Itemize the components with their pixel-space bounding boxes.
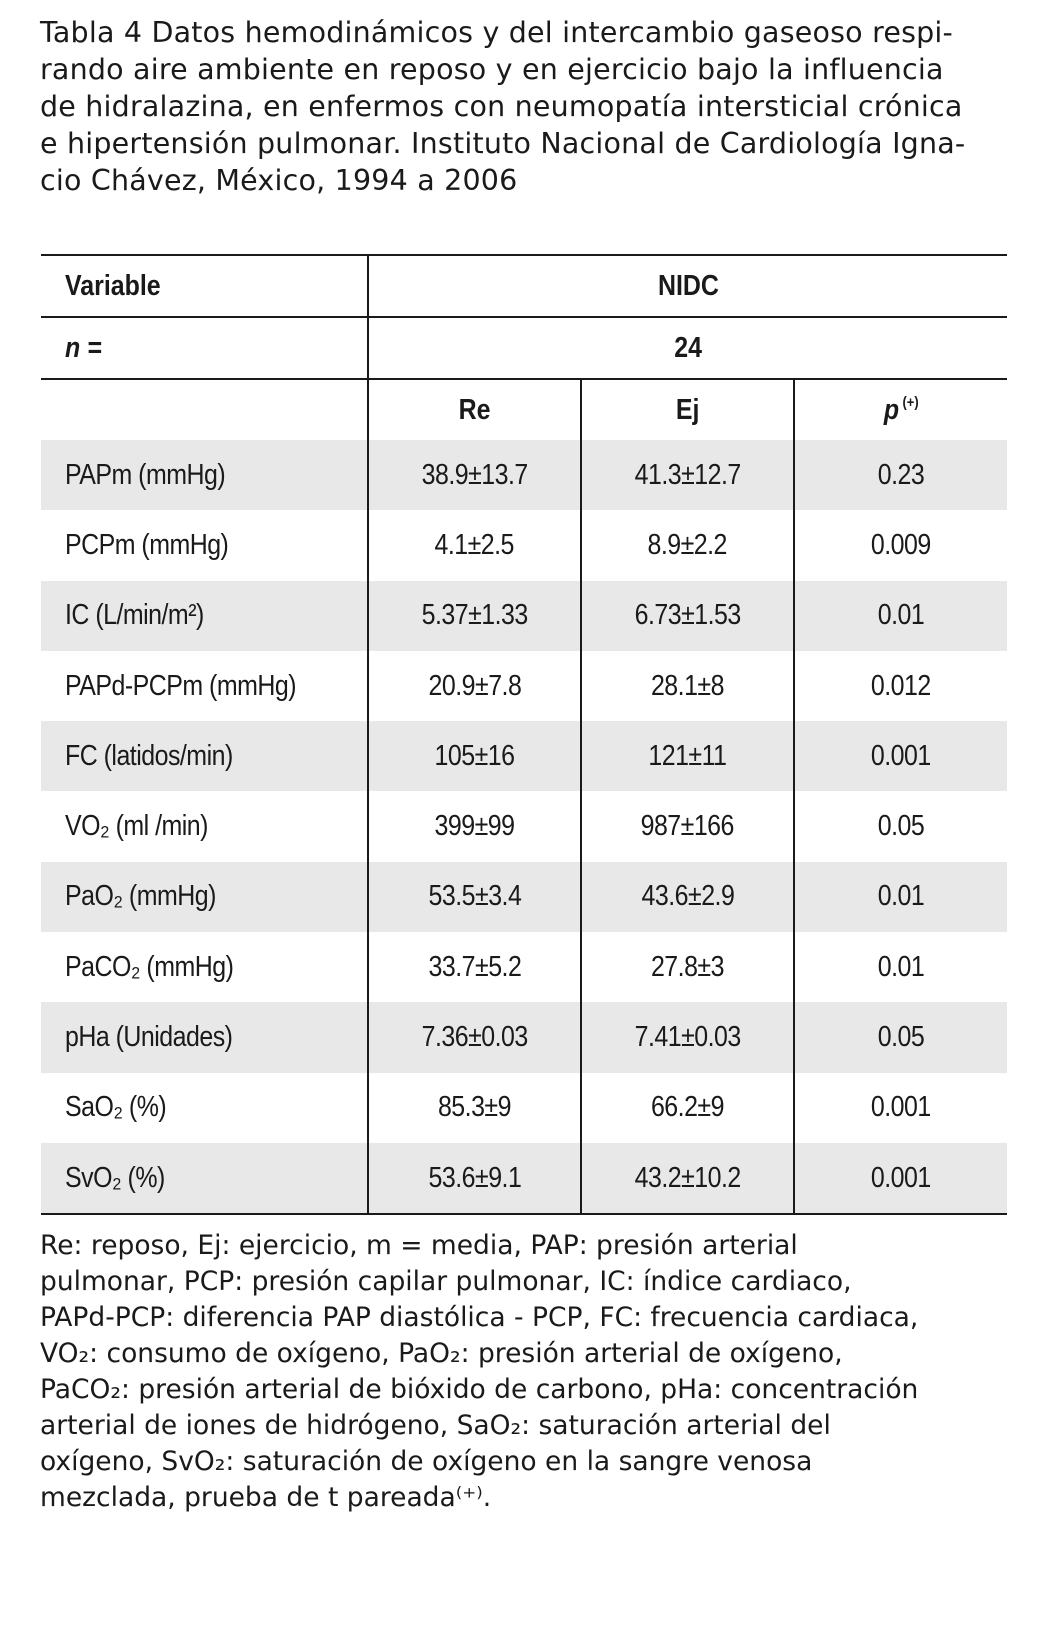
table-row [41,440,1007,510]
cell-re: 7.36±0.03 [368,1002,581,1072]
data-table-container [41,254,1007,1215]
table-body [41,440,1007,1214]
cell-re: 85.3±9 [368,1073,581,1143]
cell-p: 0.23 [794,440,1007,510]
cell-re: 53.6±9.1 [368,1143,581,1214]
cell-p: 0.05 [794,1002,1007,1072]
header-blank [41,379,368,440]
cell-re: 399±99 [368,791,581,861]
cell-variable: SaO₂ (%) [41,1073,368,1143]
header-col-p: p (+) [883,393,919,426]
cell-ej: 6.73±1.53 [581,581,794,651]
header-group: NIDC [368,255,1007,317]
table-row [41,862,1007,932]
cell-variable: IC (L/min/m²) [41,581,368,651]
table-row [41,932,1007,1002]
header-row-columns [41,379,1007,440]
cell-ej: 121±11 [581,721,794,791]
cell-re: 33.7±5.2 [368,932,581,1002]
cell-variable: PCPm (mmHg) [41,510,368,580]
cell-p: 0.01 [794,862,1007,932]
cell-ej: 8.9±2.2 [581,510,794,580]
cell-p: 0.001 [794,721,1007,791]
header-n-value: 24 [368,317,1007,379]
cell-ej: 987±166 [581,791,794,861]
cell-ej: 43.6±2.9 [581,862,794,932]
table-row [41,510,1007,580]
header-n-label: n = [41,317,368,379]
cell-variable: FC (latidos/min) [41,721,368,791]
cell-re: 20.9±7.8 [368,651,581,721]
cell-p: 0.05 [877,810,925,843]
cell-ej: 7.41±0.03 [581,1002,794,1072]
table-row [41,651,1007,721]
table-row [41,1143,1007,1214]
cell-variable: PAPm (mmHg) [41,440,368,510]
header-col-re: Re [368,379,581,440]
cell-variable: PaCO₂ (mmHg) [41,932,368,1002]
table-row [41,791,1007,861]
table-row [41,581,1007,651]
cell-ej: 27.8±3 [581,932,794,1002]
cell-ej: 28.1±8 [581,651,794,721]
cell-p: 0.01 [877,950,925,983]
hemodynamic-data-table [41,254,1007,1215]
header-row-variable [41,255,1007,317]
table-caption: Tabla 4 Datos hemodinámicos y del intercambio gaseoso respi- rando aire ambiente en reposo y en ejercicio bajo la influencia de hidralazina, en enfermos con neumopatía intersticial crónica e hipertensión pulmonar. Instituto Nacional de Cardiología Igna- cio Chávez, México, 1994 a 2006 [40,16,966,197]
header-col-ej: Ej [581,379,794,440]
cell-variable: PaO₂ (mmHg) [41,862,368,932]
cell-p: 0.01 [794,581,1007,651]
cell-variable: SvO₂ (%) [41,1143,368,1214]
cell-p: 0.001 [871,1091,931,1124]
cell-re: 105±16 [368,721,581,791]
cell-re: 38.9±13.7 [368,440,581,510]
cell-ej: 43.2±10.2 [581,1143,794,1214]
table-row [41,1002,1007,1072]
table-row [41,721,1007,791]
header-row-n [41,317,1007,379]
cell-variable: PAPd-PCPm (mmHg) [41,651,368,721]
cell-ej: 66.2±9 [581,1073,794,1143]
cell-variable: pHa (Unidades) [41,1002,368,1072]
cell-re: 4.1±2.5 [368,510,581,580]
cell-p: 0.012 [871,669,931,702]
cell-ej: 41.3±12.7 [581,440,794,510]
table-footnote: Re: reposo, Ej: ejercicio, m = media, PAP: presión arterial pulmonar, PCP: presión capilar pulmonar, IC: índice cardiaco, PAPd-PCP: diferencia PAP diastólica - PCP, FC: frecuencia cardiaca, VO₂: consumo de oxígeno, PaO₂: presión arterial de oxígeno, PaCO₂: presión arterial de bióxido de carbono, pHa: concentración arterial de iones de hidrógeno, SaO₂: saturación arterial del oxígeno, SvO₂: saturación de oxígeno en la sangre venosa mezclada, prueba de t pareada⁽⁺⁾. [40,1230,919,1513]
cell-re: 5.37±1.33 [368,581,581,651]
cell-variable: VO₂ (ml /min) [41,791,368,861]
header-variable: Variable [41,255,368,317]
table-row [41,1073,1007,1143]
cell-p: 0.009 [871,528,931,561]
cell-p: 0.001 [794,1143,1007,1214]
cell-re: 53.5±3.4 [368,862,581,932]
